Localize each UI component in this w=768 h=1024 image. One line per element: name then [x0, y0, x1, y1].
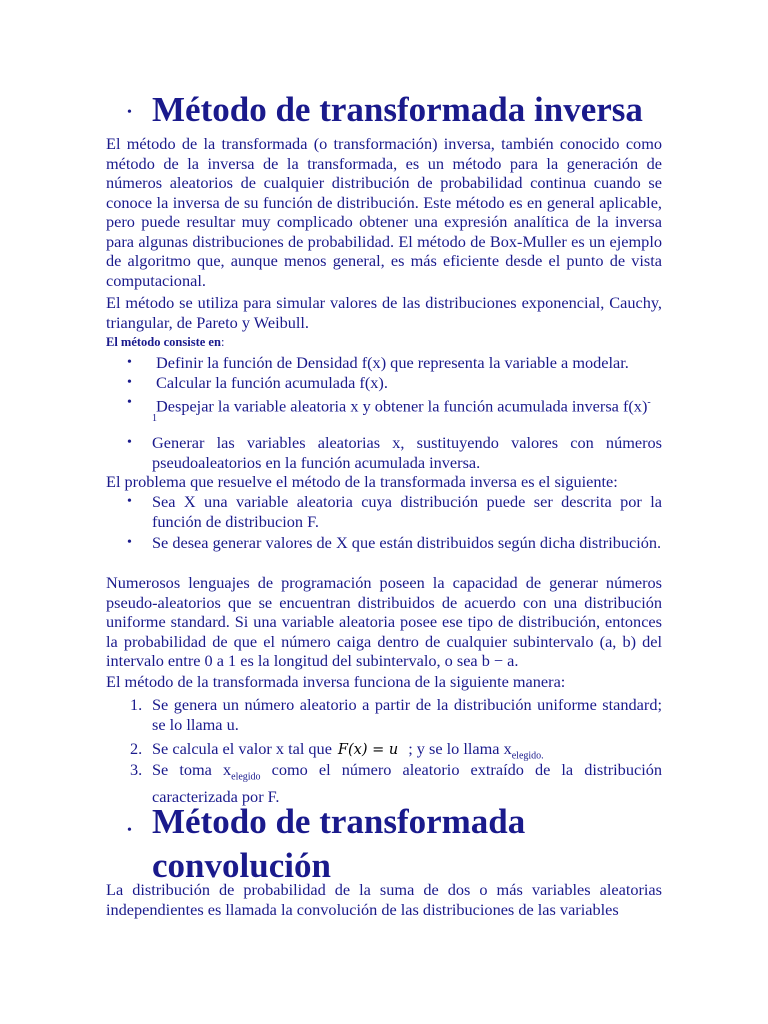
bullet: •: [127, 535, 132, 550]
bullet: •: [127, 494, 132, 509]
list-number-2: 2.: [130, 739, 143, 758]
uniform-paragraph: Numerosos lenguajes de programación poseen la capacidad de generar números pseudo-aleatorios que se encuentran distribuidos de acuerdo con una distribución uniforme standard. Si una variable aleatoria posee ese tipo de distribución, entonces la probabilidad de que el número caiga dentro de cualquier subintervalo (a, b) del intervalo entre 0 a 1 es la longitud del subintervalo, o sea b − a.: [106, 573, 662, 670]
problem-item-2: Se desea generar valores de X que están distribuidos según dicha distribución.: [152, 533, 662, 552]
step-item-2: Calcular la función acumulada f(x).: [156, 373, 388, 392]
numbered-item-3: Se toma $x_{elegido}$ como el número aleatorio extraído de la distribución caracterizada por F.: [152, 760, 662, 806]
bullet: •: [127, 355, 132, 370]
method-intro: El método de la transformada inversa funciona de la siguiente manera:: [106, 672, 566, 691]
step-item-4: Generar las variables aleatorias x, sustituyendo valores con números pseudoaleatorios en la función acumulada inversa.: [152, 433, 662, 472]
formula-f-of-x-equals-u: F(x) = u: [337, 742, 399, 758]
uses-paragraph: El método se utiliza para simular valores de las distribuciones exponencial, Cauchy, triangular, de Pareto y Weibull.: [106, 293, 662, 332]
method-label: El método consiste en:: [106, 335, 225, 349]
heading-bullet: •: [127, 823, 132, 838]
list-number-3: 3.: [130, 760, 143, 779]
bullet: •: [127, 375, 132, 390]
step-item-1: Definir la función de Densidad f(x) que representa la variable a modelar.: [156, 353, 629, 372]
convolution-paragraph: La distribución de probabilidad de la suma de dos o más variables aleatorias independientes es llamada la convolución de las distribuciones de las variables: [106, 880, 662, 919]
intro-paragraph: El método de la transformada (o transformación) inversa, también conocido como método de la inversa de la transformada, es un método para la generación de números aleatorios de cualquier distribución de probabilidad continua cuando se conoce la inversa de su función de distribución. Este método es en general aplicable, pero puede resultar muy complicado obtener una expresión analítica de la inversa para algunas distribuciones de probabilidad. El método de Box-Muller es un ejemplo de algoritmo que, aunque menos general, es más eficiente desde el punto de vista computacional.: [106, 134, 662, 290]
bullet: •: [127, 435, 132, 450]
list-number-1: 1.: [130, 695, 143, 714]
heading-transformada-convolucion: Método de transformada convolución: [152, 802, 526, 885]
numbered-item-2: Se calcula el valor x tal que F(x) = u ; y se lo llama $x_{elegido.}$: [152, 739, 544, 762]
bullet: •: [127, 395, 132, 410]
step-item-3-tail: 1: [152, 413, 157, 424]
problem-intro: El problema que resuelve el método de la transformada inversa es el siguiente:: [106, 472, 618, 491]
numbered-item-1: Se genera un número aleatorio a partir de la distribución uniforme standard; se lo llama u.: [152, 695, 662, 734]
heading-transformada-inversa: Método de transformada inversa: [152, 90, 643, 129]
step-item-3: Despejar la variable aleatoria x y obtener la función acumulada inversa f(x)-: [156, 396, 651, 416]
problem-item-1: Sea X una variable aleatoria cuya distribución puede ser descrita por la función de distribucion F.: [152, 492, 662, 531]
heading-bullet: •: [127, 105, 132, 120]
